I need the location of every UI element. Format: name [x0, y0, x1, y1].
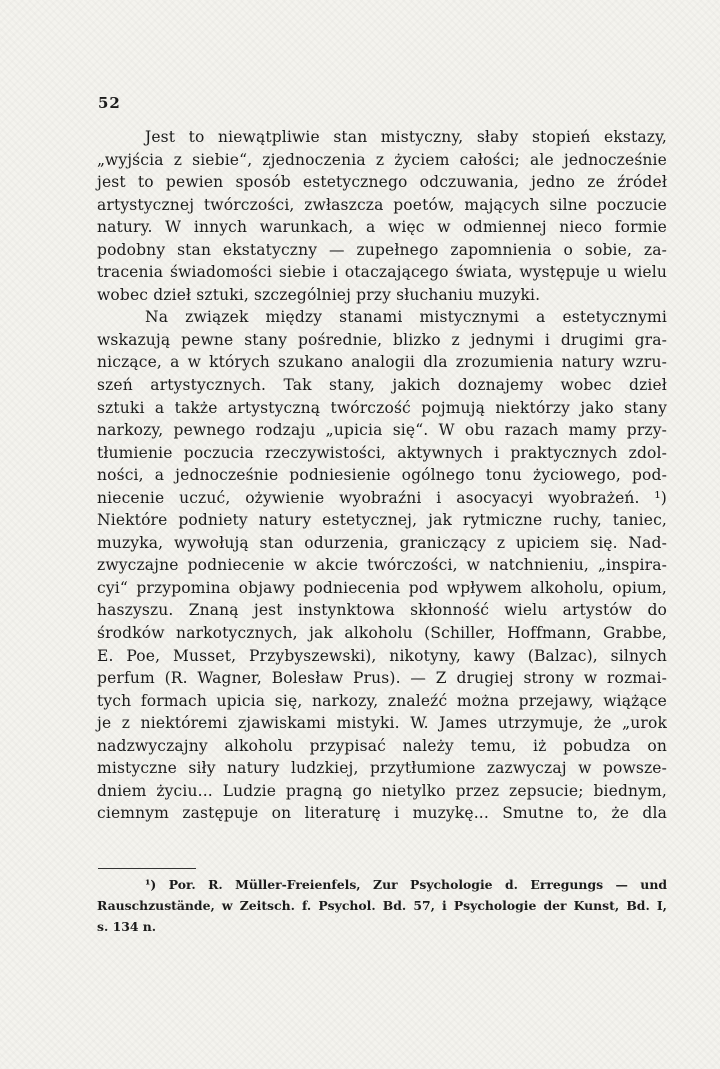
text-line: ciemnym zastępuje on literaturę i muzykę... Smutne to, że dla [97, 804, 667, 823]
text-line: niczące, a w których szukano analogii dla zrozumienia natury wzru- [97, 353, 667, 372]
footnote-line: Rauschzustände, w Zeitsch. f. Psychol. Bd. 57, i Psychologie der Kunst, Bd. I, [97, 898, 667, 913]
text-line: szeń artystycznych. Tak stany, jakich doznajemy wobec dzieł [97, 376, 667, 395]
footnote-divider [98, 868, 196, 869]
text-line: Jest to niewątpliwie stan mistyczny, słaby stopień ekstazy, [145, 128, 667, 146]
text-line: muzyka, wywołują stan odurzenia, graniczący z upiciem się. Nad- [97, 533, 667, 552]
text-line: nadzwyczajny alkoholu przypisać należy temu, iż pobudza on [97, 736, 667, 755]
text-line: artystycznej twórczości, zwłaszcza poetów, mających silne poczucie [97, 195, 667, 214]
footnote-line: s. 134 n. [97, 919, 157, 934]
text-line: Na związek między stanami mistycznymi a estetycznymi [145, 308, 667, 327]
text-line: narkozy, pewnego rodzaju „upicia się“. W obu razach mamy przy- [97, 421, 667, 440]
text-line: jest to pewien sposób estetycznego odczuwania, jedno ze źródeł [97, 173, 667, 192]
text-line: środków narkotycznych, jak alkoholu (Schiller, Hoffmann, Grabbe, [97, 624, 667, 643]
text-line: je z niektóremi zjawiskami mistyki. W. James utrzymuje, że „urok [97, 714, 667, 733]
footnotes [97, 874, 667, 937]
text-line: haszyszu. Znaną jest instynktowa skłonność wielu artystów do [97, 601, 667, 620]
text-line: tłumienie poczucia rzeczywistości, aktywnych i praktycznych zdol- [97, 443, 667, 462]
text-line: sztuki a także artystyczną twórczość pojmują niektórzy jako stany [97, 398, 667, 417]
text-line: tych formach upicia się, narkozy, znaleźć można przejawy, wiążące [97, 691, 667, 710]
footnote-line: ¹) Por. R. Müller-Freienfels, Zur Psychologie d. Erregungs — und [145, 877, 667, 892]
text-line: E. Poe, Musset, Przybyszewski), nikotyny, kawy (Balzac), silnych [97, 646, 667, 665]
text-line: niecenie uczuć, ożywienie wyobraźni i asocyacyi wyobrażeń. ¹) [97, 488, 667, 507]
page-number: 52 [98, 94, 121, 112]
text-line: natury. W innych warunkach, a więc w odmiennej nieco formie [97, 218, 667, 237]
text-line: cyi“ przypomina objawy podniecenia pod wpływem alkoholu, opium, [97, 578, 667, 597]
text-line: podobny stan ekstatyczny — zupełnego zapomnienia o sobie, za- [97, 240, 667, 259]
text-line: dniem życiu... Ludzie pragną go nietylko przez zepsucie; biednym, [97, 781, 667, 800]
text-line: ności, a jednocześnie podniesienie ogólnego tonu życiowego, pod- [97, 466, 667, 485]
text-line: wobec dzieł sztuki, szczególniej przy słuchaniu muzyki. [97, 285, 541, 304]
text-line: wskazują pewne stany pośrednie, blizko z jednymi i drugimi gra- [97, 330, 667, 349]
text-line: „wyjścia z siebie“, zjednoczenia z życiem całości; ale jednocześnie [97, 150, 667, 169]
text-line: Niektóre podniety natury estetycznej, jak rytmiczne ruchy, taniec, [97, 511, 667, 530]
body-text [97, 126, 667, 825]
text-line: zwyczajne podniecenie w akcie twórczości, w natchnieniu, „inspira- [97, 556, 667, 575]
text-line: mistyczne siły natury ludzkiej, przytłumione zazwyczaj w powsze- [97, 759, 667, 778]
text-line: perfum (R. Wagner, Bolesław Prus). — Z drugiej strony w rozmai- [97, 669, 667, 688]
text-line: tracenia świadomości siebie i otaczającego świata, występuje u wielu [97, 263, 667, 282]
